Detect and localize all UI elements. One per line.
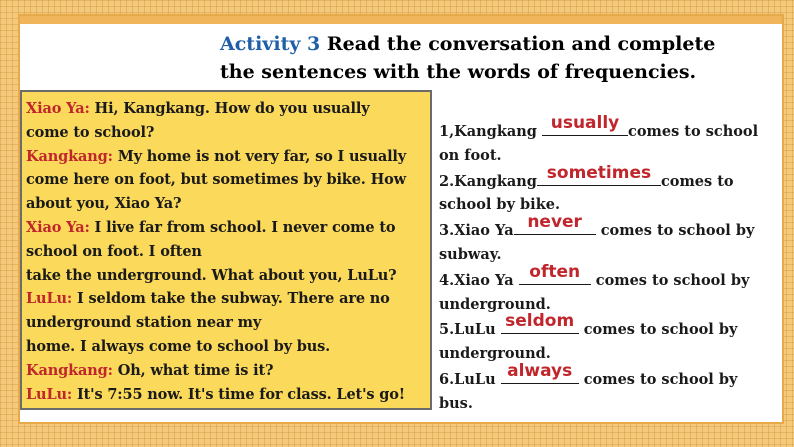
- dialog-line: [26, 97, 426, 121]
- answer-word: always: [507, 360, 573, 381]
- dialog-line: [26, 168, 426, 192]
- dialog-line: [26, 311, 426, 335]
- dialog-text: Oh, what time is it?: [112, 361, 274, 379]
- answer-sentences: [439, 113, 789, 416]
- dialog-line: [26, 240, 426, 264]
- dialog-text: home. I always come to school by bus.: [26, 337, 331, 355]
- sentence-line: [439, 311, 789, 342]
- sentence-start: 2.Kangkang: [439, 172, 537, 190]
- speaker-name: Kangkang:: [26, 147, 113, 165]
- sentence-start: 3.Xiao Ya: [439, 222, 514, 240]
- dialog-text: school on foot. I often: [26, 242, 202, 260]
- speaker-name: LuLu:: [26, 385, 73, 403]
- sentence-line: [439, 360, 789, 392]
- dialog-text: My home is not very far, so I usually: [112, 147, 407, 165]
- speaker-name: Xiao Ya:: [26, 100, 90, 117]
- sentence-continuation: school by bike.: [439, 196, 561, 214]
- answer-word: sometimes: [546, 162, 652, 183]
- dialog-line: [26, 121, 426, 145]
- sentence-continuation: underground.: [439, 295, 551, 313]
- dialog-line: [26, 264, 426, 288]
- answer-blank: [542, 113, 628, 136]
- speaker-name: Xiao Ya:: [26, 218, 90, 236]
- speaker-name: Kangkang:: [26, 361, 113, 379]
- dialog-line: [26, 287, 426, 311]
- answer-blank: [519, 261, 591, 285]
- sentence-continuation: bus.: [439, 394, 473, 412]
- dialog-text: It's 7:55 now. It's time for class. Let's go!: [72, 385, 406, 403]
- sentence-line: [439, 212, 789, 243]
- sentence-line: [439, 261, 789, 293]
- sentence-continuation: on foot.: [439, 146, 502, 164]
- dialog-line: [26, 383, 426, 407]
- dialog-line: [26, 145, 426, 169]
- sentence-line: [439, 162, 789, 194]
- answer-blank: [501, 360, 579, 384]
- activity-title: [220, 30, 760, 86]
- sentence-end: comes to school by: [578, 321, 738, 339]
- answer-blank: [501, 311, 579, 334]
- sentence-end: comes to school by: [578, 370, 738, 388]
- sentence-end: comes to school by: [595, 222, 755, 240]
- sentence-start: 1,Kangkang: [439, 123, 542, 140]
- sentence-end: comes to school: [628, 123, 759, 140]
- dialog-line: [26, 335, 426, 359]
- dialog-text: underground station near my: [26, 314, 262, 332]
- answer-word: never: [527, 212, 582, 233]
- sentence-start: 5.LuLu: [439, 321, 501, 339]
- dialog-line: [26, 192, 426, 216]
- dialog-text: I live far from school. I never come to: [89, 218, 396, 236]
- dialog-text: I seldom take the subway. There are no: [72, 290, 390, 308]
- sentence-start: 6.LuLu: [439, 370, 501, 388]
- sentence-end: comes to: [660, 172, 734, 190]
- answer-blank: [514, 212, 596, 235]
- dialog-line: [26, 216, 426, 240]
- sentence-line: [439, 113, 789, 144]
- answer-word: seldom: [505, 311, 575, 332]
- sentence-continuation: underground.: [439, 345, 551, 363]
- dialog-text: come here on foot, but sometimes by bike. How: [26, 171, 406, 189]
- answer-blank: [537, 162, 661, 186]
- speaker-name: LuLu:: [26, 290, 73, 308]
- sentence-end: comes to school by: [590, 271, 750, 289]
- dialog-text: come to school?: [26, 123, 155, 141]
- dialog-line: [26, 359, 426, 383]
- dialog-text: take the underground. What about you, LuLu?: [26, 266, 397, 284]
- title-line2: the sentences with the words of frequencies.: [220, 61, 697, 83]
- conversation-box: [20, 90, 432, 410]
- sentence-continuation: subway.: [439, 245, 502, 263]
- dialog-text: about you, Xiao Ya?: [26, 195, 182, 213]
- answer-word: usually: [550, 113, 620, 133]
- dialog-text: Hi, Kangkang. How do you usually: [89, 100, 370, 117]
- activity-label: Activity 3: [220, 33, 321, 55]
- title-line1: Read the conversation and complete: [320, 33, 716, 55]
- top-strip: [20, 16, 782, 24]
- sentence-start: 4.Xiao Ya: [439, 271, 519, 289]
- answer-word: often: [529, 261, 581, 282]
